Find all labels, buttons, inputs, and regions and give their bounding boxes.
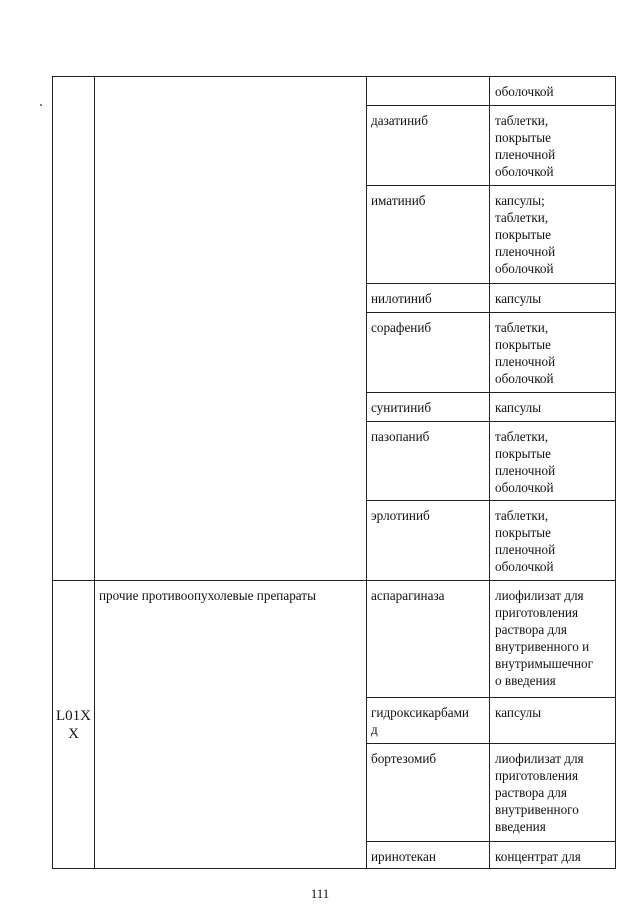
dosage-form-cell: таблетки, покрытые пленочной оболочкой — [490, 313, 616, 393]
dosage-form-cell: капсулы; таблетки, покрытые пленочной оболочкой — [490, 186, 616, 284]
group-name-cell — [95, 581, 367, 869]
dosage-form-cell: капсулы — [490, 698, 616, 744]
page-number: 111 — [310, 886, 330, 901]
dosage-form-cell: лиофилизат для приготовления раствора для внутривенного и внутримышечног о введения — [490, 581, 616, 698]
medication-table — [52, 76, 616, 869]
table-row — [53, 77, 616, 106]
drug-name-cell: пазопаниб — [367, 422, 490, 501]
dosage-form-cell: лиофилизат для приготовления раствора для внутривенного введения — [490, 744, 616, 842]
dosage-form-cell: таблетки, покрытые пленочной оболочкой — [490, 106, 616, 186]
dosage-form-cell: таблетки, покрытые пленочной оболочкой — [490, 422, 616, 501]
group-name: прочие противоопухолевые препараты — [99, 588, 316, 603]
atc-code: L01X X — [56, 707, 91, 742]
drug-name-cell — [367, 77, 490, 106]
drug-name-cell: сорафениб — [367, 313, 490, 393]
dosage-form-cell: таблетки, покрытые пленочной оболочкой — [490, 501, 616, 581]
dosage-form-cell: капсулы — [490, 284, 616, 313]
drug-name-cell: дазатиниб — [367, 106, 490, 186]
drug-name-cell: иринотекан — [367, 842, 490, 869]
dosage-form-cell: концентрат для — [490, 842, 616, 869]
drug-name-cell: бортезомиб — [367, 744, 490, 842]
drug-name-cell: иматиниб — [367, 186, 490, 284]
drug-name-cell: нилотиниб — [367, 284, 490, 313]
drug-name-cell: аспарагиназа — [367, 581, 490, 698]
drug-name-cell: гидроксикарбами д — [367, 698, 490, 744]
group-cell-empty — [95, 77, 367, 581]
drug-name-cell: эрлотиниб — [367, 501, 490, 581]
code-cell-empty — [53, 77, 95, 581]
atc-code-cell — [53, 581, 95, 869]
table-row — [53, 581, 616, 698]
dosage-form-cell: капсулы — [490, 393, 616, 422]
drug-name-cell: сунитиниб — [367, 393, 490, 422]
scan-speck — [40, 104, 42, 106]
dosage-form-cell: оболочкой — [490, 77, 616, 106]
